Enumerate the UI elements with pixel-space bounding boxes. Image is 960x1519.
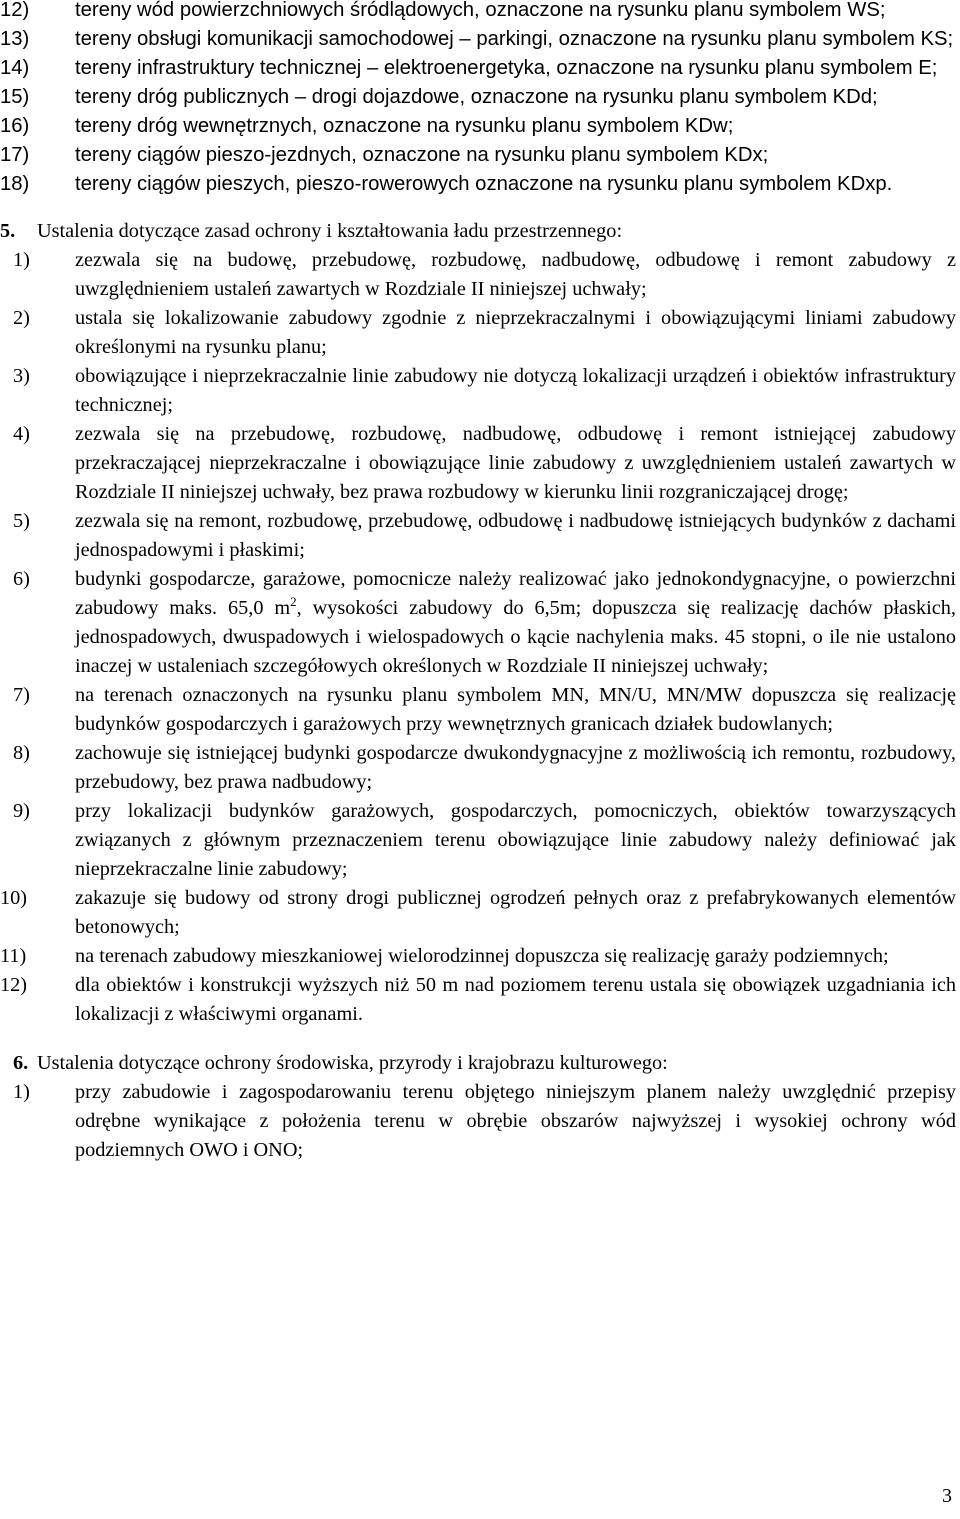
- list-item: 11) na terenach zabudowy mieszkaniowej wielorodzinnej dopuszcza się realizację garaży podziemnych;: [0, 945, 889, 967]
- list-item: 5) zezwala się na remont, rozbudowę, przebudowę, odbudowę i nadbudowę istniejących budynków z dachami jednospadowymi i płaskimi;: [13, 510, 956, 561]
- list-item: 13) tereny obsługi komunikacji samochodowej – parkingi, oznaczone na rysunku planu symbolem KS;: [0, 28, 954, 50]
- land-use-list: [0, 0, 956, 199]
- list-item: 6) budynki gospodarcze, garażowe, pomocnicze należy realizować jako jednokondygnacyjne, o powierzchni zabudowy maks. 65,0 $m^2$, wysokości zabudowy do 6,5m; dopuszcza się realizację dachów płaskich, jednospadowych, dwuspadowych i wielospadowych o kącie nachylenia maks. 45 stopni, o ile nie ustalono inaczej w ustaleniach szczegółowych określonych w Rozdziale II niniejszej uchwały;: [13, 568, 957, 677]
- list-item: 14) tereny infrastruktury technicznej – elektroenergetyka, oznaczone na rysunku planu symbolem E;: [0, 57, 938, 79]
- list-item: 12) tereny wód powierzchniowych śródlądowych, oznaczone na rysunku planu symbolem WS;: [0, 0, 886, 21]
- section-5: [0, 217, 956, 1029]
- list-item: 16) tereny dróg wewnętrznych, oznaczone na rysunku planu symbolem KDw;: [0, 115, 734, 137]
- list-item: 10) zakazuje się budowy od strony drogi publicznej ogrodzeń pełnych oraz z prefabrykowanych elementów betonowych;: [0, 887, 956, 938]
- list-item: 15) tereny dróg publicznych – drogi dojazdowe, oznaczone na rysunku planu symbolem KDd;: [0, 86, 878, 108]
- section-number: 5.: [0, 220, 16, 242]
- list-item: 17) tereny ciągów pieszo-jezdnych, oznaczone na rysunku planu symbolem KDx;: [0, 144, 769, 166]
- list-item: 8) zachowuje się istniejącej budynki gospodarcze dwukondygnacyjne z możliwością ich remontu, rozbudowy, przebudowy, bez prawa nadbudowy;: [13, 742, 956, 793]
- section-title: Ustalenia dotyczące ochrony środowiska, przyrody i krajobrazu kulturowego:: [37, 1052, 668, 1074]
- list-item: 4) zezwala się na przebudowę, rozbudowę, nadbudowę, odbudowę i remont istniejącej zabudowy przekraczającej nieprzekraczalne i obowiązujące linie zabudowy z uwzględnieniem ustaleń zawartych w Rozdziale II niniejszej uchwały, bez prawa rozbudowy w kierunku linii rozgraniczającej drogę;: [13, 423, 956, 503]
- section-6: [0, 1049, 956, 1165]
- list-item: 3) obowiązujące i nieprzekraczalnie linie zabudowy nie dotyczą lokalizacji urządzeń i obiektów infrastruktury technicznej;: [13, 365, 956, 416]
- list-item: 1) zezwala się na budowę, przebudowę, rozbudowę, nadbudowę, odbudowę i remont zabudowy z uwzględnieniem ustaleń zawartych w Rozdziale II niniejszej uchwały;: [13, 249, 956, 300]
- page-number: 3: [942, 1485, 952, 1507]
- list-item: 18) tereny ciągów pieszych, pieszo-rowerowych oznaczone na rysunku planu symbolem KDxp.: [0, 173, 893, 195]
- section-title: Ustalenia dotyczące zasad ochrony i kształtowania ładu przestrzennego:: [37, 220, 623, 242]
- section-heading: [0, 217, 956, 246]
- list-item: 1) przy zabudowie i zagospodarowaniu terenu objętego niniejszym planem należy uwzględnić przepisy odrębne wynikające z położenia terenu w obrębie obszarów najwyższej i wysokiej ochrony wód podziemnych OWO i ONO;: [13, 1081, 956, 1161]
- section-heading: [0, 1049, 956, 1078]
- list-item: 9) przy lokalizacji budynków garażowych, gospodarczych, pomocniczych, obiektów towarzyszących związanych z głównym przeznaczeniem terenu obowiązujące linie zabudowy należy definiować jak nieprzekraczalne linie zabudowy;: [13, 800, 956, 880]
- list-item: 7) na terenach oznaczonych na rysunku planu symbolem MN, MN/U, MN/MW dopuszcza się realizację budynków gospodarczych i garażowych przy wewnętrznych granicach działek budowlanych;: [13, 684, 956, 735]
- list-item: 2) ustala się lokalizowanie zabudowy zgodnie z nieprzekraczalnymi i obowiązującymi liniami zabudowy określonymi na rysunku planu;: [13, 307, 956, 358]
- section-number: 6.: [13, 1052, 29, 1074]
- list-item: 12) dla obiektów i konstrukcji wyższych niż 50 m nad poziomem terenu ustala się obowiązek uzgadniania ich lokalizacji z właściwymi organami.: [0, 974, 956, 1025]
